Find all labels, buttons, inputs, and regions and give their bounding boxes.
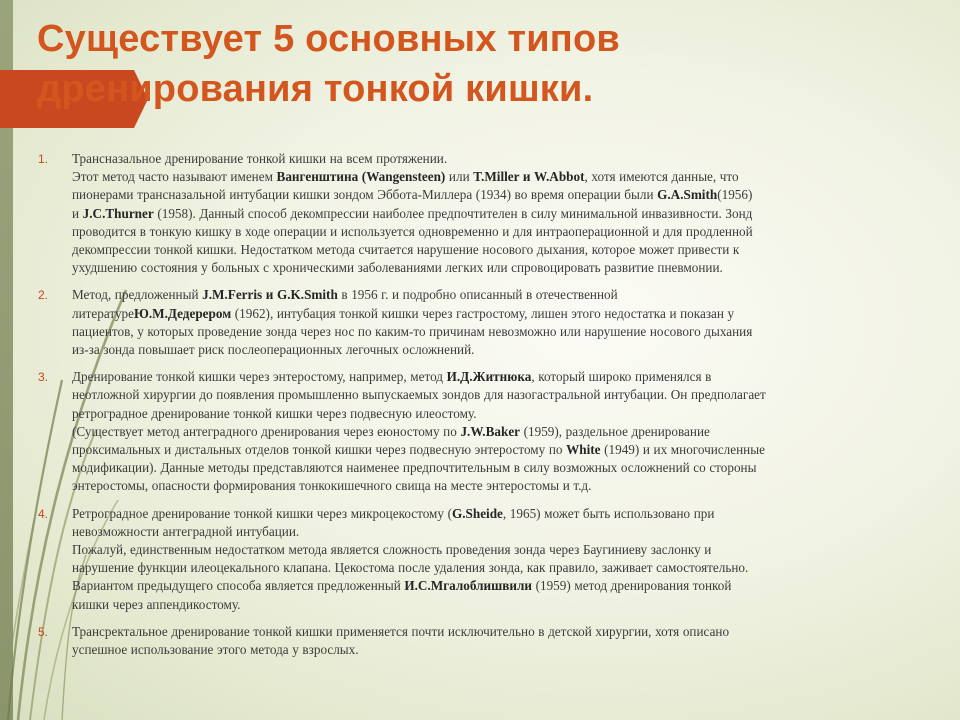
author-name: T.Miller и W.Abbot <box>473 169 585 185</box>
list-item-number: 2. <box>38 288 49 303</box>
author-name: J.M.Ferris и G.K.Smith <box>202 287 338 303</box>
slide-title <box>37 14 917 114</box>
author-name: J.W.Baker <box>460 423 521 439</box>
text-segment: ретроградное дренирование тонкой кишки через подвесную илеостому. <box>72 405 477 421</box>
list-item-number: 4. <box>38 506 49 521</box>
numbered-list <box>38 150 918 668</box>
text-segment: Трансназальное дренирование тонкой кишки на всем протяжении. <box>72 151 448 166</box>
text-segment: (1959), раздельное дренирование <box>520 423 710 439</box>
text-segment: невозможности антеградной интубации. <box>72 523 300 539</box>
author-name: Ю.М.Дедерером <box>134 305 232 321</box>
text-segment: пациентов, у которых проведение зонда через нос по каким-то причинам невозможно или нарушение носового дыхания <box>72 323 753 339</box>
text-segment: кишки через аппендикостому. <box>72 596 241 612</box>
text-segment: Дренирование тонкой кишки через энтеростому, например, метод <box>72 369 447 385</box>
title-line-2: дренирования тонкой кишки. <box>37 68 594 110</box>
text-segment: (1958). Данный способ декомпрессии наиболее предпочтителен в силу минимальной инвазивности. Зонд <box>153 205 753 221</box>
text-segment: , который широко применялся в <box>531 369 712 385</box>
text-segment: Этот метод часто называют именем <box>72 169 277 185</box>
list-item-text <box>72 623 918 659</box>
text-segment: модификации). Данные методы представляются наименее предпочтительным в силу возможных осложнений со стороны <box>72 460 757 476</box>
list-item-text <box>72 505 918 614</box>
list-item-number: 1. <box>38 152 49 166</box>
text-segment: и <box>72 205 83 221</box>
text-segment: неотложной хирургии до появления промышленно выпускаемых зондов для назогастральной интубации. Он предполагает <box>72 387 766 403</box>
text-segment: энтеростомы, опасности формирования тонкокишечного свища на месте энтеростомы и т.д. <box>72 478 592 494</box>
list-item <box>38 286 918 359</box>
list-item <box>38 150 918 277</box>
author-name: White <box>566 442 601 458</box>
text-segment: (Существует метод антеградного дренирования через еюностому по <box>72 423 461 439</box>
list-item-text <box>72 286 918 359</box>
text-segment: (1956) <box>717 187 753 203</box>
text-segment: (1949) и их многочисленные <box>600 442 765 458</box>
text-segment: Ретроградное дренирование тонкой кишки через микроцекостому ( <box>72 505 452 521</box>
text-segment: Метод, предложенный <box>72 287 203 303</box>
text-segment: в 1956 г. и подробно описанный в отечественной <box>337 287 618 303</box>
text-segment: декомпрессии тонкой кишки. Недостатком метода считается нарушение носового дыхания, которое может привести к <box>72 242 740 258</box>
author-name: И.С.Мгалоблишвили <box>404 578 532 594</box>
text-segment: ухудшению состояния у больных с хроническими заболеваниями легких или спровоцировать развитие пневмонии. <box>72 260 723 276</box>
list-item-text <box>72 368 918 495</box>
author-name: Вангенштина (Wangensteen) <box>276 169 446 185</box>
list-item-number: 3. <box>38 370 49 385</box>
text-segment: Пожалуй, единственным недостатком метода является сложность проведения зонда через Баугиниеву заслонку и <box>72 542 712 558</box>
text-segment: или <box>445 169 474 185</box>
text-segment: пионерами трансназальной интубации кишки зондом Эббота-Миллера (1934) во время операции были <box>72 187 658 203</box>
text-segment: из-за зонда повышает риск послеоперационных легочных осложнений. <box>72 342 475 358</box>
text-segment: успешное использование этого метода у взрослых. <box>72 642 359 658</box>
author-name: G.A.Smith <box>657 187 718 203</box>
text-segment: , 1965) может быть использовано при <box>502 505 715 521</box>
text-segment: Трансректальное дренирование тонкой кишки применяется почти исключительно в детской хирургии, хотя описано <box>72 623 730 639</box>
list-item-text <box>72 150 918 277</box>
list-item <box>38 623 918 659</box>
text-segment: (1959) метод дренирования тонкой <box>532 578 732 594</box>
title-line-1: Существует 5 основных типов <box>37 18 620 60</box>
list-item <box>38 368 918 495</box>
author-name: J.C.Thurner <box>82 205 154 221</box>
text-segment: Вариантом предыдущего способа является предложенный <box>72 578 405 594</box>
list-item <box>38 505 918 614</box>
author-name: G.Sheide <box>451 505 503 521</box>
text-segment: проводится в тонкую кишку в ходе операции и используется одновременно и для интраоперационной и для продленной <box>72 223 753 239</box>
text-segment: нарушение функции илеоцекального клапана. Цекостома после удаления зонда, как правило, заживает самостоятельно. <box>72 560 749 576</box>
text-segment: , хотя имеются данные, что <box>584 169 739 185</box>
author-name: И.Д.Житнюка <box>446 369 532 385</box>
text-segment: литературе <box>72 305 134 321</box>
list-item-number: 5. <box>38 624 49 639</box>
text-segment: проксимальных и дистальных отделов тонкой кишки через подвесную энтеростому по <box>72 442 567 458</box>
text-segment: (1962), интубация тонкой кишки через гастростому, лишен этого недостатка и показан у <box>231 305 735 321</box>
